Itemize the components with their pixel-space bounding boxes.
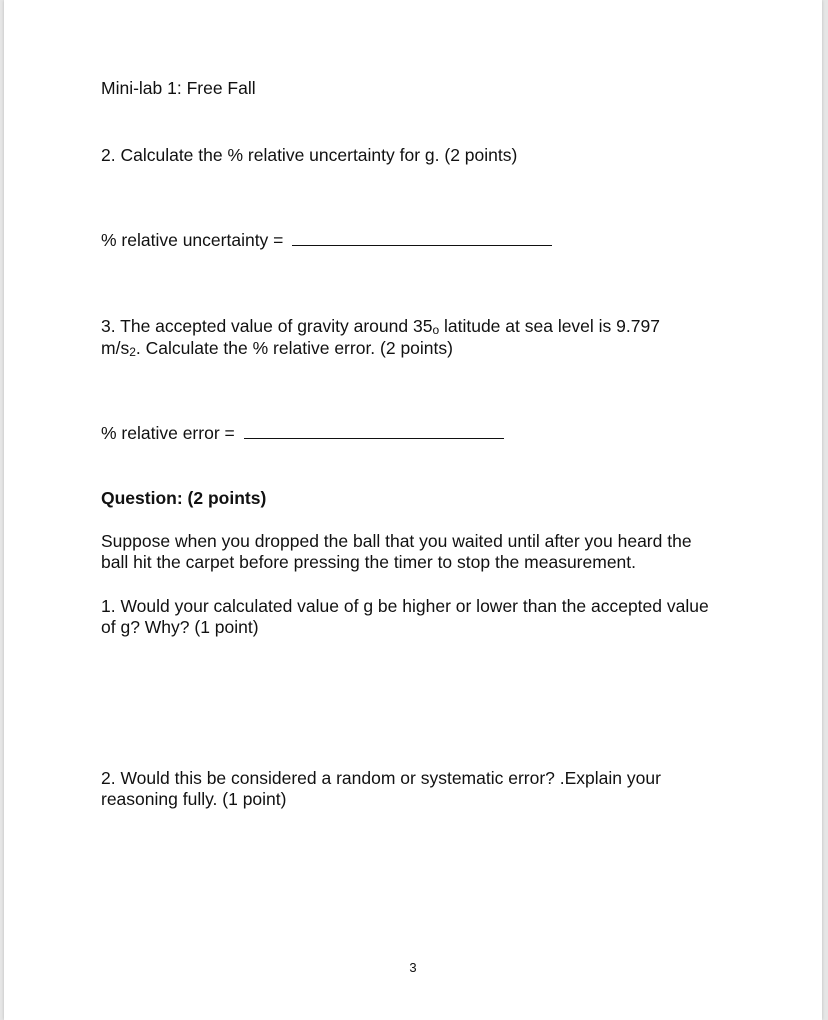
question-3-text-part-1: 3. The accepted value of gravity around 35 [101, 316, 433, 336]
question-3-prompt-line-2 [101, 338, 453, 359]
relative-error-label: % relative error = [101, 423, 235, 443]
question-3-prompt-line-1 [101, 316, 660, 337]
relative-uncertainty-blank[interactable] [292, 231, 552, 246]
document-page [4, 0, 822, 1020]
unit-exponent: 2 [129, 345, 136, 359]
page-number: 3 [409, 960, 417, 975]
scenario-paragraph: Suppose when you dropped the ball that you waited until after you heard the ball hit the carpet before pressing the timer to stop the measurement. [101, 531, 692, 572]
question-item-1: 1. Would your calculated value of g be higher or lower than the accepted value of g? Why? (1 point) [101, 596, 709, 637]
relative-error-answer [101, 423, 504, 444]
question-2-prompt: 2. Calculate the % relative uncertainty for g. (2 points) [101, 145, 518, 165]
question-section-heading: Question: (2 points) [101, 488, 267, 508]
degree-mark: o [432, 323, 440, 337]
question-3-unit: m/s [101, 338, 130, 358]
document-title: Mini-lab 1: Free Fall [101, 78, 256, 98]
relative-error-blank[interactable] [244, 424, 504, 439]
relative-uncertainty-label: % relative uncertainty = [101, 230, 284, 250]
relative-uncertainty-answer [101, 230, 552, 251]
question-item-2: 2. Would this be considered a random or systematic error? .Explain your reasoning fully. (1 point) [101, 768, 661, 809]
question-3-text-part-2: latitude at sea level is 9.797 [439, 316, 660, 336]
question-3-text-part-3: . Calculate the % relative error. (2 points) [135, 338, 453, 358]
